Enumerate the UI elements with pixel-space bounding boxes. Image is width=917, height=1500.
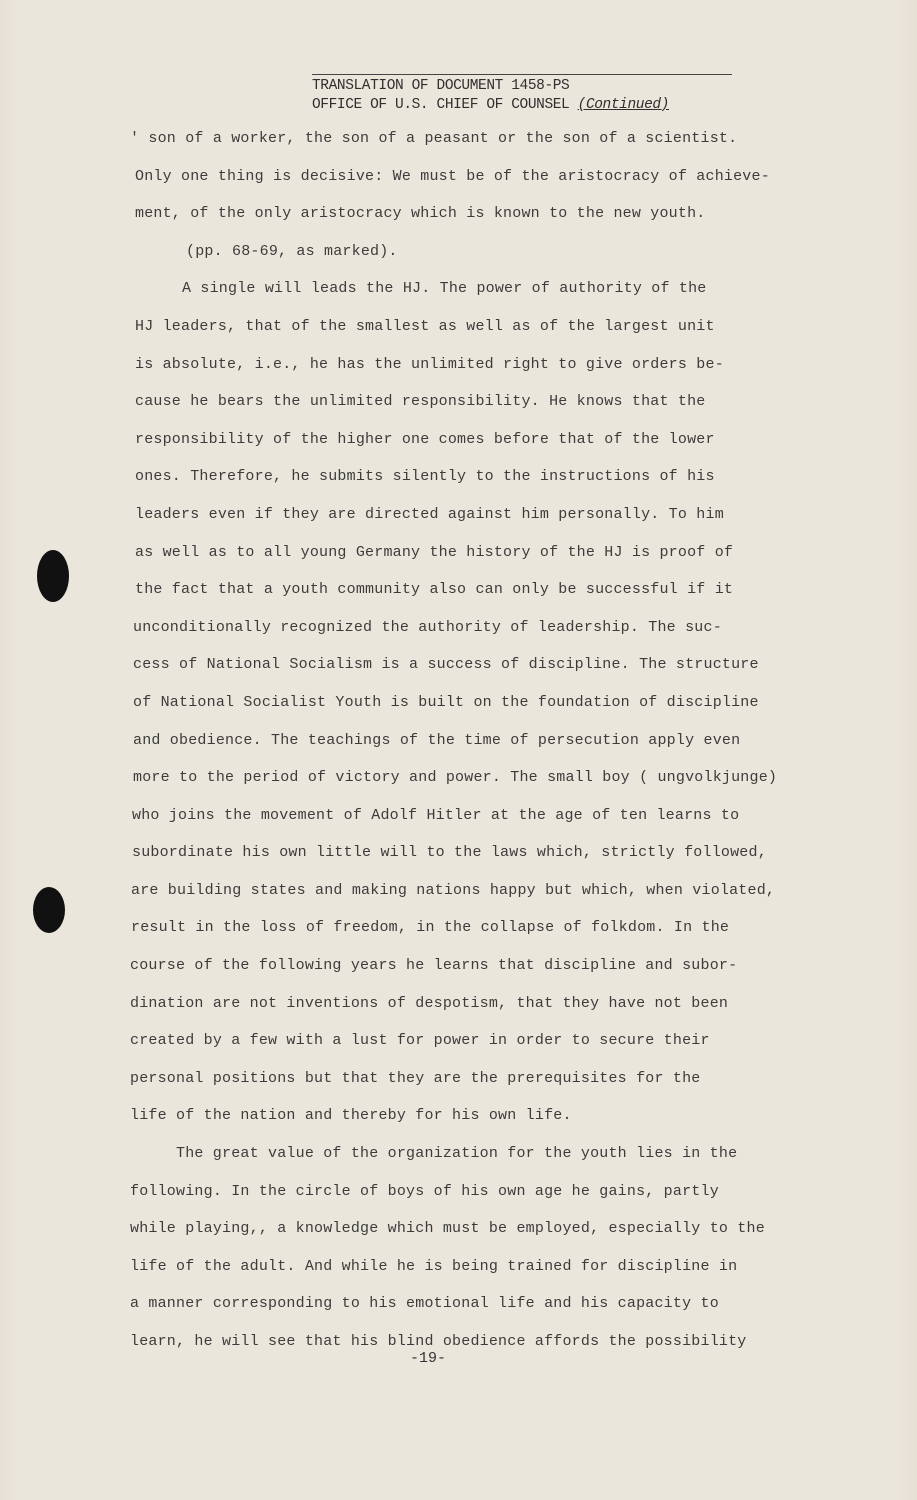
punch-hole-top (37, 550, 69, 602)
text-line: cess of National Socialism is a success of discipline. The structure (133, 656, 759, 674)
text-line: dination are not inventions of despotism, that they have not been (130, 994, 729, 1012)
text-line: the fact that a youth community also can only be successful if it (135, 581, 734, 599)
text-line: subordinate his own little will to the laws which, strictly followed, (132, 844, 767, 862)
text-line: who joins the movement of Adolf Hitler at the age of ten learns to (132, 806, 740, 824)
text-line: more to the period of victory and power. The small boy ( ungvolkjunge) (133, 769, 778, 787)
text-line: Only one thing is decisive: We must be of the aristocracy of achieve- (135, 167, 770, 185)
text-line: unconditionally recognized the authority of leadership. The suc- (133, 618, 722, 636)
text-line: is absolute, i.e., he has the unlimited right to give orders be- (135, 355, 724, 373)
text-line: ones. Therefore, he submits silently to the instructions of his (135, 468, 715, 486)
text-line: personal positions but that they are the prerequisites for the (130, 1069, 701, 1087)
text-line: are building states and making nations happy but which, when violated, (131, 881, 776, 899)
text-line: and obedience. The teachings of the time of persecution apply even (133, 731, 741, 749)
text-line: leaders even if they are directed against him personally. To him (135, 505, 724, 523)
text-line: life of the nation and thereby for his own life. (130, 1107, 572, 1125)
document-header (312, 74, 732, 115)
text-line: life of the adult. And while he is being trained for discipline in (130, 1257, 738, 1275)
header-title: TRANSLATION OF DOCUMENT 1458-PS (312, 74, 732, 96)
text-line: responsibility of the higher one comes before that of the lower (135, 430, 715, 448)
document-body (130, 120, 820, 1361)
citation-line: (pp. 68-69, as marked). (186, 242, 398, 260)
text-line: course of the following years he learns that discipline and subor- (130, 957, 738, 975)
text-line: A single will leads the HJ. The power of authority of the (182, 280, 707, 298)
text-line: a manner corresponding to his emotional life and his capacity to (130, 1295, 719, 1313)
text-line: HJ leaders, that of the smallest as well as of the largest unit (135, 317, 715, 335)
text-line: created by a few with a lust for power in order to secure their (130, 1032, 710, 1050)
text-line: cause he bears the unlimited responsibility. He knows that the (135, 393, 706, 411)
header-continued: (Continued) (577, 97, 669, 113)
text-line: The great value of the organization for the youth lies in the (176, 1145, 738, 1163)
text-line: ' son of a worker, the son of a peasant or the son of a scientist. (130, 130, 738, 147)
punch-hole-bottom (33, 887, 65, 933)
text-line: result in the loss of freedom, in the collapse of folkdom. In the (131, 919, 730, 937)
text-line: learn, he will see that his blind obedience affords the possibility (130, 1333, 747, 1350)
header-office-text: OFFICE OF U.S. CHIEF OF COUNSEL (312, 97, 578, 113)
text-line: ment, of the only aristocracy which is known to the new youth. (135, 205, 706, 223)
header-office (312, 96, 732, 115)
text-line: while playing,, a knowledge which must be employed, especially to the (130, 1220, 765, 1238)
text-line: following. In the circle of boys of his own age he gains, partly (130, 1182, 719, 1200)
page-number: -19- (410, 1350, 447, 1367)
text-line: as well as to all young Germany the history of the HJ is proof of (135, 543, 734, 561)
text-line: of National Socialist Youth is built on the foundation of discipline (133, 693, 759, 711)
